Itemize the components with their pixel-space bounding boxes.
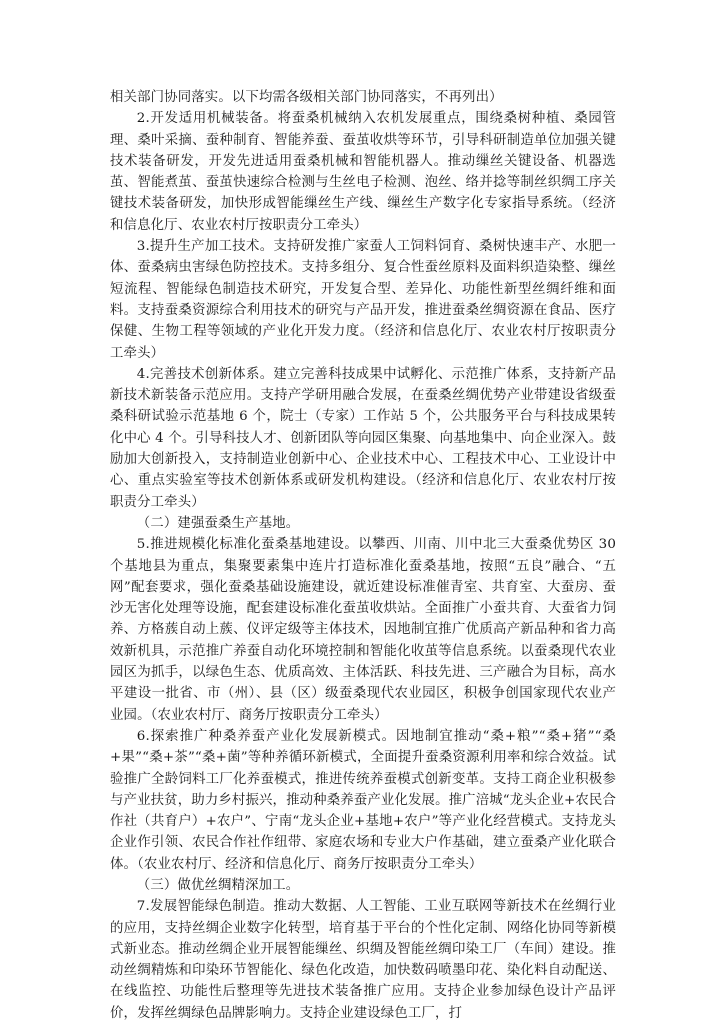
section-heading-silk-processing: （三）做优丝绸精深加工。 bbox=[136, 877, 300, 893]
section-heading-production-base: （二）建强蚕桑生产基地。 bbox=[136, 515, 300, 531]
paragraph-machinery-equipment: 2.开发适用机械装备。将蚕桑机械纳入农机发展重点，围绕桑树种植、桑园管理、桑叶采摘、蚕种制育、智能养蚕、蚕茧收烘等环节，引导科研制造单位加强关键技术装备研发，开发先进适用蚕桑机械和智能机器人。推动缫丝关键设备、机器选茧、智能煮茧、蚕茧快速综合检测与生丝电子检测、泡丝、络并捻等制丝织绸工序关键技术装备研发，加快形成智能缫丝生产线、缫丝生产数字化专家指导系统。（经济和信息化厅、农业农村厅按职责分工牵头） bbox=[110, 111, 616, 233]
document-body bbox=[110, 87, 616, 1024]
paragraph-smart-green-manufacturing: 7.发展智能绿色制造。推动大数据、人工智能、工业互联网等新技术在丝绸行业的应用，支持丝绸企业数字化转型，培育基于平台的个性化定制、网络化协同等新模式新业态。推动丝绸企业开展智能缫丝、织绸及智能丝绸印染工厂（车间）建设。推动丝绸精炼和印染环节智能化、绿色化改造，加快数码喷墨印花、染化料自动配送、在线监控、功能性后整理等先进技术装备推广应用。支持企业参加绿色设计产品评价，发挥丝绸绿色品牌影响力。支持企业建设绿色工厂，打 bbox=[110, 899, 616, 1021]
paragraph-innovation-system: 4.完善技术创新体系。建立完善科技成果中试孵化、示范推广体系，支持新产品新技术新装备示范应用。支持产学研用融合发展，在蚕桑丝绸优势产业带建设省级蚕桑科研试验示范基地 6 个，院士（专家）工作站 5 个，公共服务平台与科技成果转化中心 4 个。引导科技人才、创新团队等向园区集聚、向基地集中、向企业深入。鼓励加大创新投入，支持制造业创新中心、企业技术中心、工程技术中心、工业设计中心、重点实验室等技术创新体系或研发机构建设。（经济和信息化厅、农业农村厅按职责分工牵头） bbox=[110, 366, 616, 510]
paragraph-processing-technology: 3.提升生产加工技术。支持研发推广家蚕人工饲料饲育、桑树快速丰产、水肥一体、蚕桑病虫害绿色防控技术。支持多组分、复合性蚕丝原料及面料织造染整、缫丝短流程、智能绿色制造技术研究，开发复合型、差异化、功能性新型丝绸纤维和面料。支持蚕桑资源综合利用技术的研究与产品开发，推进蚕桑丝绸资源在食品、医疗保健、生物工程等领域的产业化开发力度。（经济和信息化厅、农业农村厅按职责分工牵头） bbox=[110, 239, 616, 361]
paragraph-industrialization-model: 6.探索推广种桑养蚕产业化发展新模式。因地制宜推动“桑+粮”“桑+猪”“桑+果”“桑+茶”“桑+菌”等种养循环新模式，全面提升蚕桑资源利用率和综合效益。试验推广全龄饲料工厂化养蚕模式，推进传统养蚕模式创新变革。支持工商企业积极参与产业扶贫，助力乡村振兴，推动种桑养蚕产业化发展。推广涪城“龙头企业+农民合作社（共育户）+农户”、宁南“龙头企业+基地+农户”等产业化经营模式。支持龙头企业作引领、农民合作社作纽带、家庭农场和专业大户作基础，建立蚕桑产业化联合体。（农业农村厅、经济和信息化厅、商务厅按职责分工牵头） bbox=[110, 728, 616, 872]
paragraph-continuation: 相关部门协同落实。以下均需各级相关部门协同落实，不再列出） bbox=[110, 90, 503, 105]
paragraph-standardized-base: 5.推进规模化标准化蚕桑基地建设。以攀西、川南、川中北三大蚕桑优势区 30 个基地县为重点，集聚要素集中连片打造标准化蚕桑基地，按照“五良”融合、“五网”配套要求，强化蚕桑基础设施建设，就近建设标准催青室、共育室、大蚕房、蚕沙无害化处理等设施，配套建设标准化蚕茧收烘站。全面推广小蚕共育、大蚕省力饲养、方格蔟自动上蔟、仪评定级等主体技术，因地制宜推广优质高产新品种和省力高效新机具，示范推广养蚕自动化环境控制和智能化收茧等信息系统。以蚕桑现代农业园区为抓手，以绿色生态、优质高效、主体活跃、科技先进、三产融合为目标，高水平建设一批省、市（州）、县（区）级蚕桑现代农业园区，积极争创国家现代农业产业园。（农业农村厅、商务厅按职责分工牵头） bbox=[110, 537, 616, 723]
